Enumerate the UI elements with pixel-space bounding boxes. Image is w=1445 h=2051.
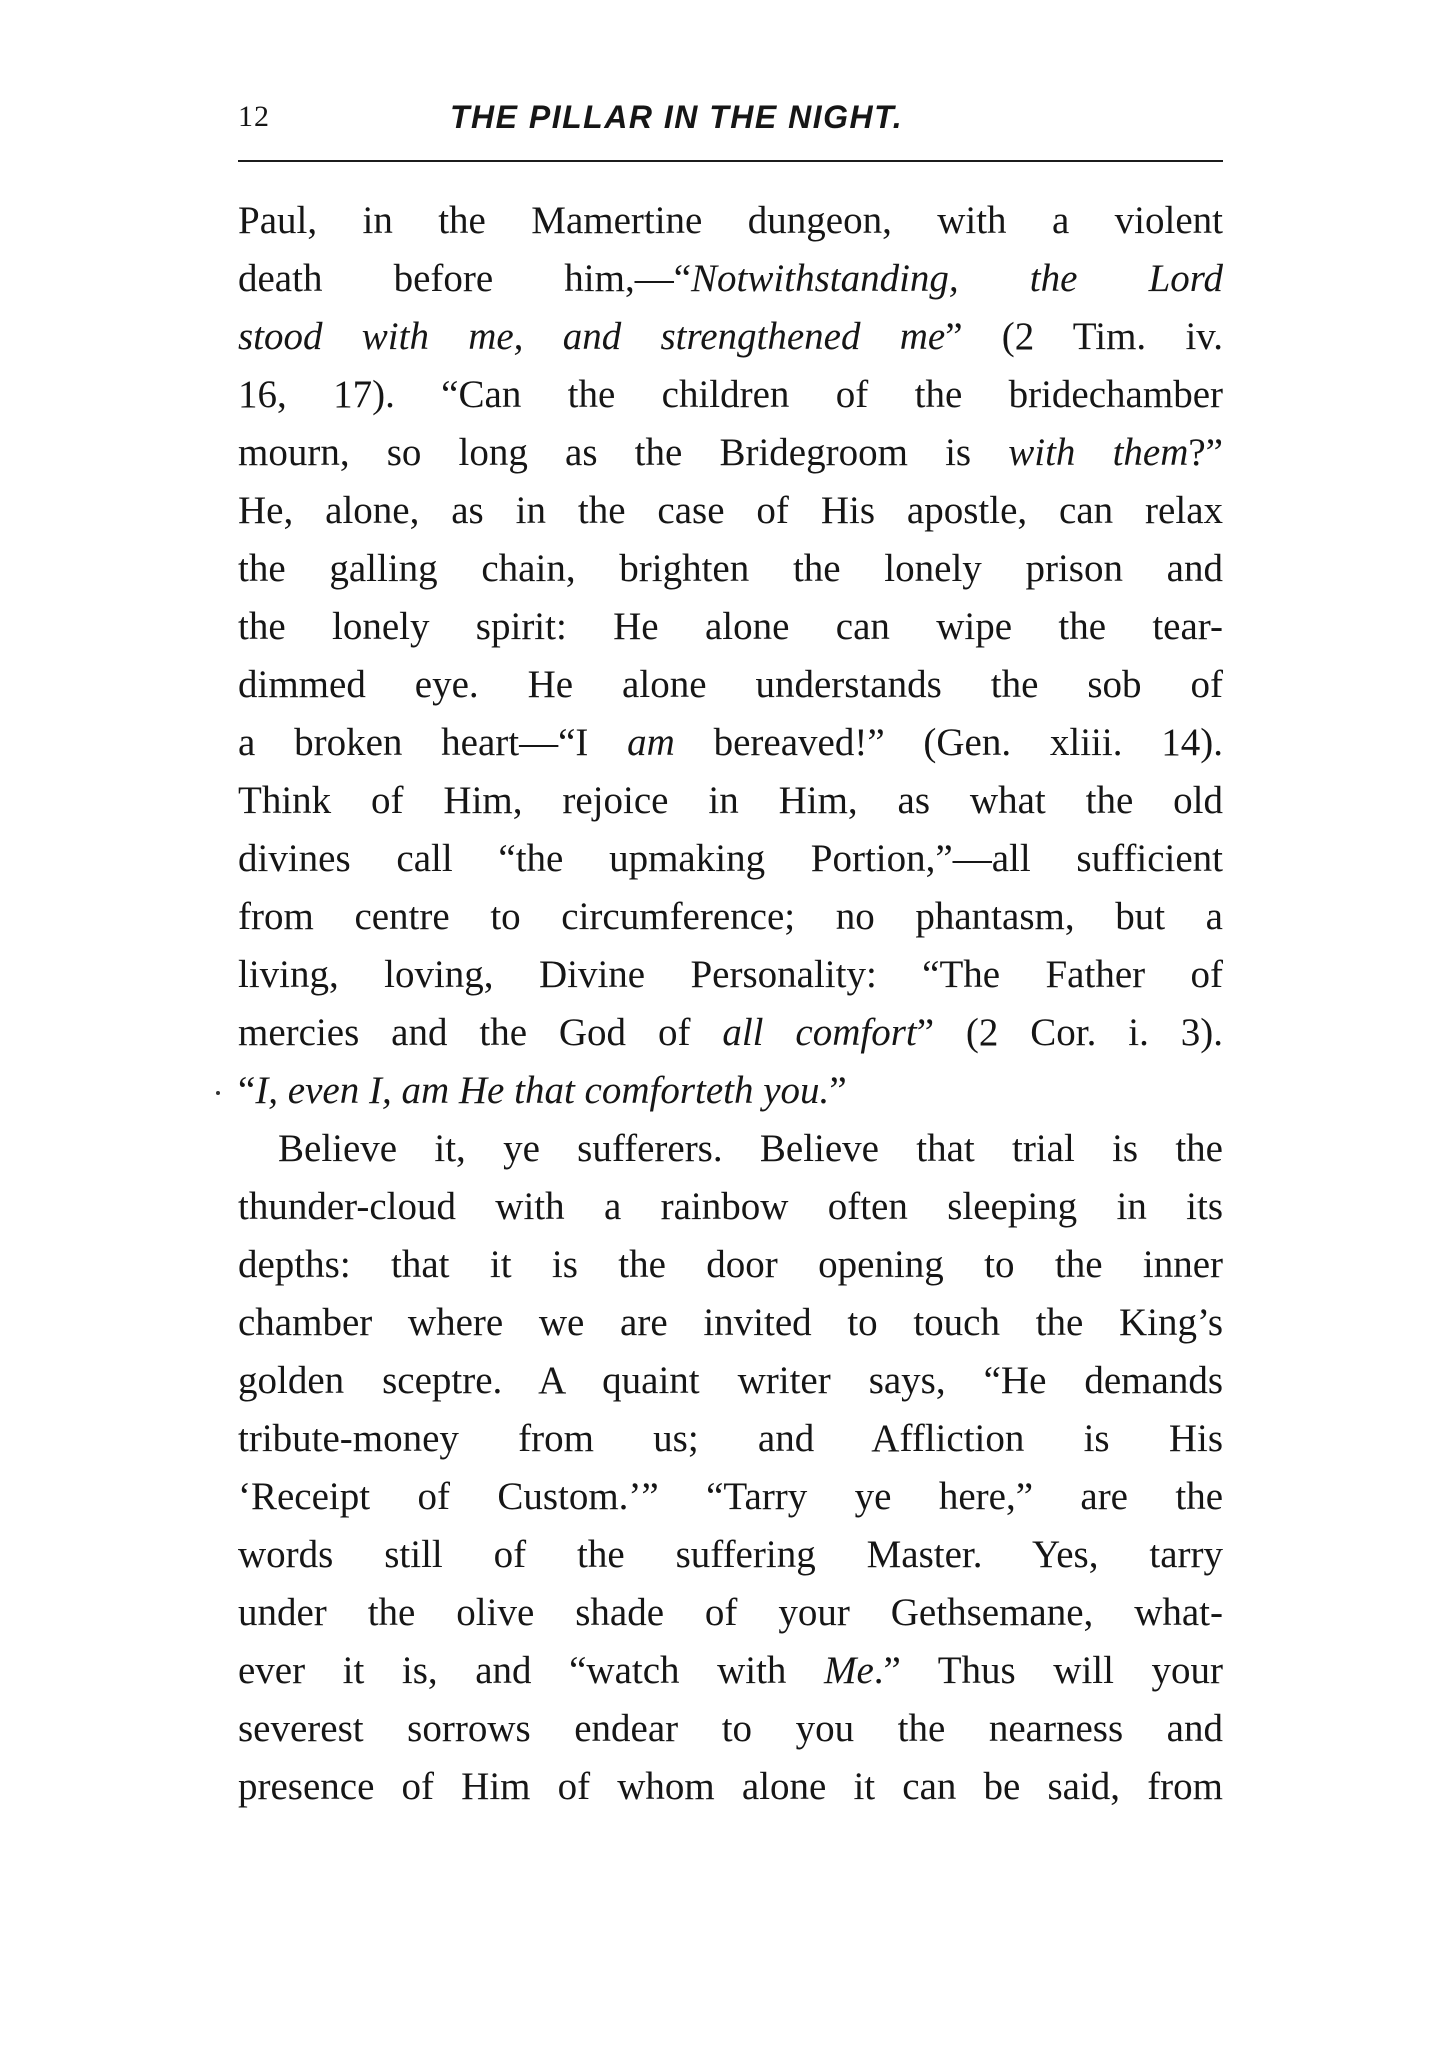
text-line <box>238 1642 1223 1700</box>
italic-segment: am <box>627 721 675 764</box>
body-text <box>238 192 1223 1816</box>
text-line <box>238 1236 1223 1294</box>
text-segment: “ <box>238 1069 256 1112</box>
text-line <box>238 1294 1223 1352</box>
text-segment: ever it is, and “watch with <box>238 1649 824 1692</box>
page-number: 12 <box>238 100 270 133</box>
text-segment: He, alone, as in the case of His apostle, can relax <box>238 489 1223 532</box>
text-segment: under the olive shade of your Gethsemane, what- <box>238 1591 1223 1634</box>
text-line <box>238 1004 1223 1062</box>
text-segment: mercies and the God of <box>238 1011 723 1054</box>
text-line <box>238 772 1223 830</box>
text-segment: mourn, so long as the Bridegroom is <box>238 431 1009 474</box>
text-line <box>238 192 1223 250</box>
text-line <box>238 1758 1223 1816</box>
text-segment: from centre to circumference; no phantasm, but a <box>238 895 1223 938</box>
italic-segment: stood with me, and strengthened me <box>238 315 946 358</box>
text-segment: words still of the suffering Master. Yes, tarry <box>238 1533 1223 1576</box>
text-line <box>238 482 1223 540</box>
text-segment: death before him,—“ <box>238 257 692 300</box>
text-segment: living, loving, Divine Personality: “The Father of <box>238 953 1223 996</box>
italic-segment: all comfort <box>722 1011 917 1054</box>
text-line <box>238 830 1223 888</box>
text-segment: thunder-cloud with a rainbow often sleeping in its <box>238 1185 1223 1228</box>
text-segment: ” (2 Tim. iv. <box>945 315 1223 358</box>
text-segment: chamber where we are invited to touch the King’s <box>238 1301 1223 1344</box>
text-segment: .” Thus will your <box>873 1649 1223 1692</box>
text-line <box>238 308 1223 366</box>
text-segment: Paul, in the Mamertine dungeon, with a violent <box>238 199 1223 242</box>
text-segment: the galling chain, brighten the lonely prison and <box>238 547 1223 590</box>
text-line <box>238 1410 1223 1468</box>
text-line <box>238 1526 1223 1584</box>
text-segment: Think of Him, rejoice in Him, as what the old <box>238 779 1223 822</box>
italic-segment: Me <box>823 1649 874 1692</box>
text-line <box>238 1352 1223 1410</box>
text-line <box>238 1468 1223 1526</box>
text-line <box>238 424 1223 482</box>
text-segment: bereaved!” (Gen. xliii. 14). <box>674 721 1223 764</box>
italic-segment: with them <box>1008 431 1189 474</box>
text-segment: tribute-money from us; and Affliction is His <box>238 1417 1223 1460</box>
text-segment: divines call “the upmaking Portion,”—all sufficient <box>238 837 1223 880</box>
text-segment: ” <box>829 1069 847 1112</box>
text-segment: ‘Receipt of Custom.’” “Tarry ye here,” are the <box>238 1475 1223 1518</box>
text-line <box>238 1700 1223 1758</box>
text-line <box>238 540 1223 598</box>
text-line <box>238 888 1223 946</box>
margin-speck <box>216 1091 220 1095</box>
text-line <box>238 250 1223 308</box>
text-segment: dimmed eye. He alone understands the sob of <box>238 663 1223 706</box>
header-rule <box>238 160 1223 162</box>
text-segment: the lonely spirit: He alone can wipe the tear- <box>238 605 1223 648</box>
text-segment: ” (2 Cor. i. 3). <box>916 1011 1223 1054</box>
text-line <box>238 598 1223 656</box>
text-segment: 16, 17). “Can the children of the bridechamber <box>238 373 1223 416</box>
text-line <box>238 714 1223 772</box>
text-line <box>238 1178 1223 1236</box>
text-line <box>238 1062 1223 1120</box>
text-line <box>238 946 1223 1004</box>
text-segment: Believe it, ye sufferers. Believe that trial is the <box>278 1127 1223 1170</box>
running-title: THE PILLAR IN THE NIGHT. <box>450 99 904 135</box>
text-segment: golden sceptre. A quaint writer says, “He demands <box>238 1359 1223 1402</box>
text-line <box>238 1120 1223 1178</box>
text-segment: presence of Him of whom alone it can be said, from <box>238 1765 1223 1808</box>
italic-segment: I, even I, am He that comforteth you. <box>255 1069 830 1112</box>
italic-segment: Notwithstanding, the Lord <box>691 257 1223 300</box>
text-segment: a broken heart—“I <box>238 721 628 764</box>
text-line <box>238 1584 1223 1642</box>
running-head <box>238 92 1223 142</box>
text-line <box>238 366 1223 424</box>
text-line <box>238 656 1223 714</box>
text-segment: ?” <box>1188 431 1223 474</box>
text-segment: severest sorrows endear to you the nearness and <box>238 1707 1223 1750</box>
text-segment: depths: that it is the door opening to the inner <box>238 1243 1223 1286</box>
